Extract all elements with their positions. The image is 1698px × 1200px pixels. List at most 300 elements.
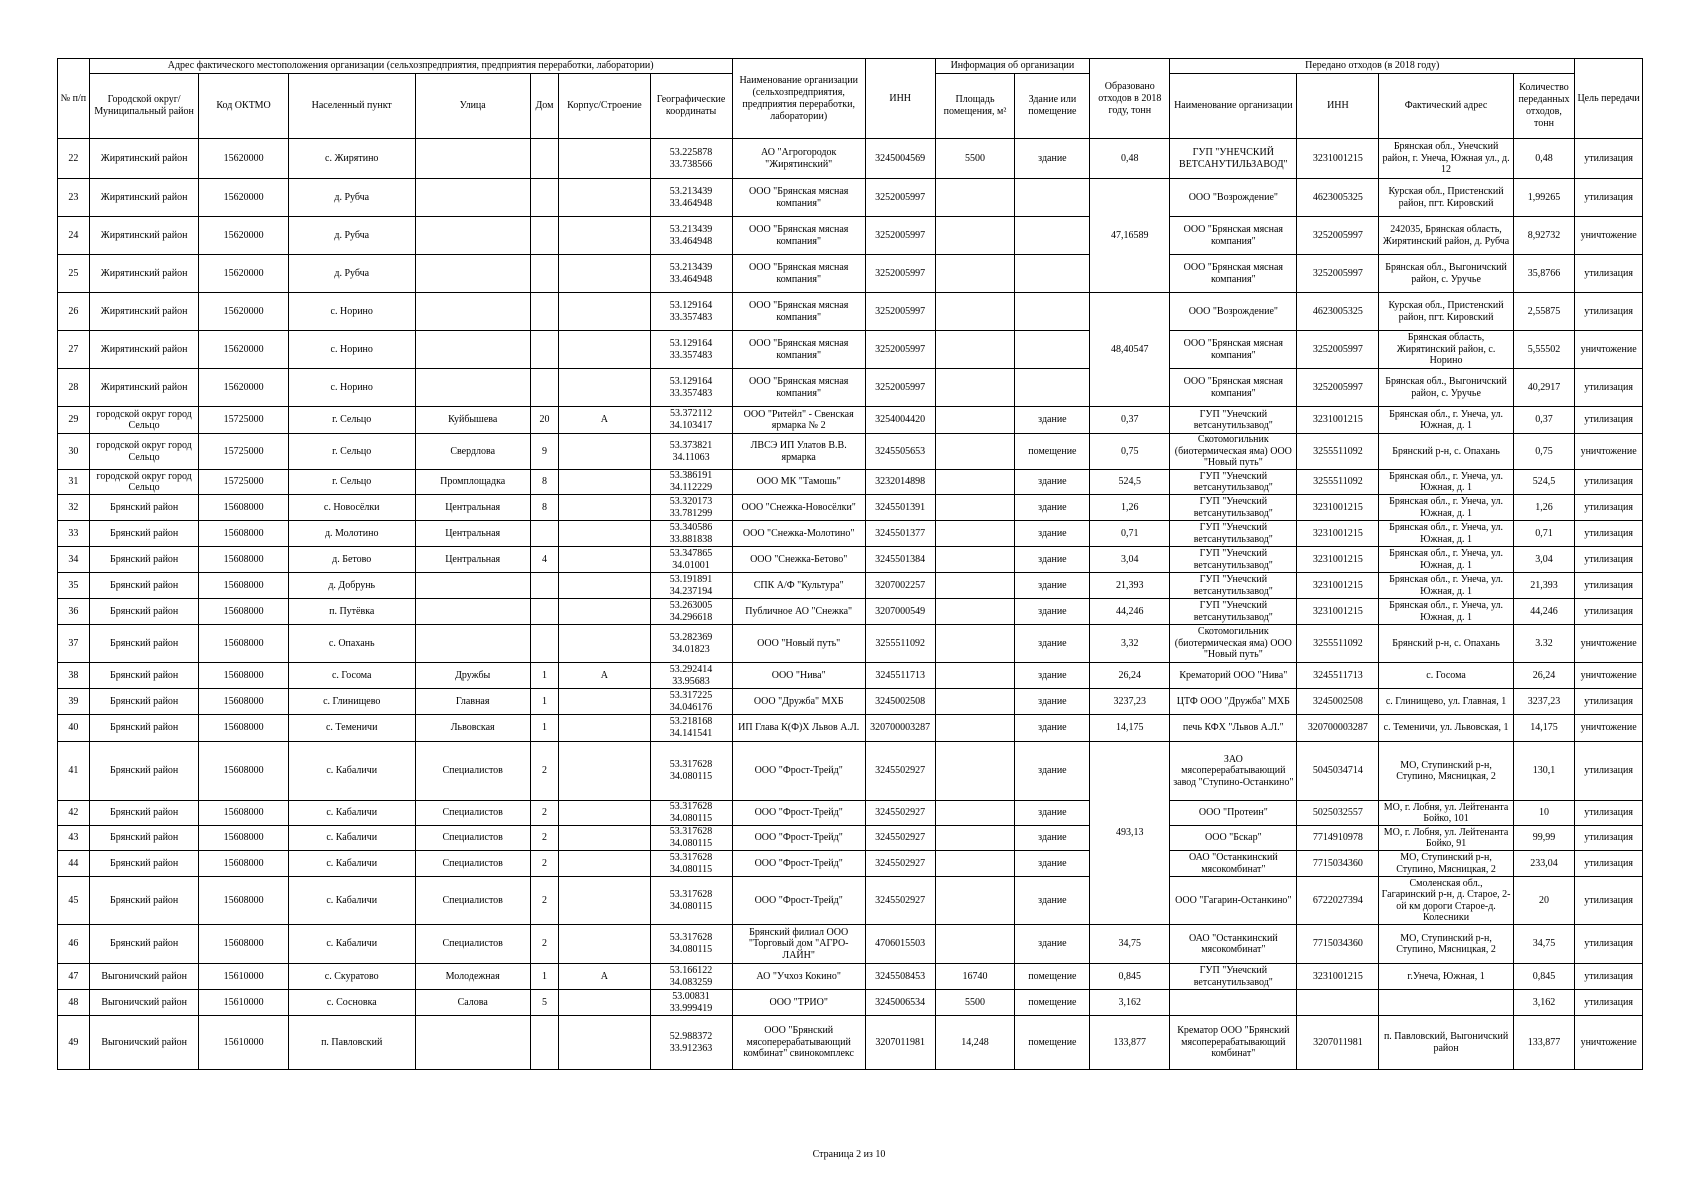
cell-district: Жирятинский район [89,179,199,217]
cell-quantity: 44,246 [1513,599,1575,625]
cell-building [559,573,650,599]
cell-recv-address: МО, Ступинский р-н, Ступино, Мясницкая, 2 [1379,925,1513,964]
cell-locality: с. Жирятино [288,139,415,179]
cell-locality: д. Молотино [288,521,415,547]
cell-recv-inn: 3231001215 [1297,599,1379,625]
cell-recv-inn: 3255511092 [1297,434,1379,470]
cell-quantity: 130,1 [1513,742,1575,801]
cell-house [530,255,559,293]
cell-org-name: ООО "Снежка-Новосёлки" [732,495,865,521]
cell-purpose: уничтожение [1575,715,1643,742]
cell-building-type: здание [1015,573,1090,599]
header-group-transfer: Передано отходов (в 2018 году) [1170,59,1575,74]
cell-oktmo: 15608000 [199,521,288,547]
cell-oktmo: 15608000 [199,663,288,689]
cell-inn: 4706015503 [865,925,935,964]
cell-oktmo: 15620000 [199,179,288,217]
cell-coords: 53.340586 33.881838 [650,521,732,547]
cell-recv-inn: 3252005997 [1297,255,1379,293]
cell-house [530,625,559,663]
cell-inn: 3245502927 [865,801,935,826]
cell-org-name: ООО "Фрост-Трейд" [732,826,865,851]
cell-purpose: уничтожение [1575,625,1643,663]
cell-coords: 53.317628 34.080115 [650,742,732,801]
cell-coords: 53.213439 33.464948 [650,217,732,255]
cell-street: Центральная [415,521,530,547]
cell-area: 14,248 [935,1016,1015,1070]
cell-recv-inn: 4623005325 [1297,293,1379,331]
cell-oktmo: 15608000 [199,801,288,826]
cell-building-type: помещение [1015,1016,1090,1070]
cell-district: Брянский район [89,573,199,599]
cell-quantity: 0,48 [1513,139,1575,179]
cell-locality: д. Рубча [288,179,415,217]
cell-street: Специалистов [415,801,530,826]
cell-quantity: 0,71 [1513,521,1575,547]
cell-quantity: 1,99265 [1513,179,1575,217]
cell-building-type: здание [1015,599,1090,625]
cell-num: 28 [58,369,90,407]
cell-purpose: утилизация [1575,139,1643,179]
cell-oktmo: 15608000 [199,715,288,742]
cell-quantity: 34,75 [1513,925,1575,964]
cell-recv-inn: 5025032557 [1297,801,1379,826]
cell-recv-inn: 3231001215 [1297,521,1379,547]
cell-purpose: утилизация [1575,573,1643,599]
cell-street [415,293,530,331]
cell-formed: 44,246 [1090,599,1170,625]
cell-street [415,369,530,407]
cell-num: 47 [58,964,90,990]
cell-coords: 53.386191 34.112229 [650,470,732,495]
cell-quantity: 3237,23 [1513,689,1575,715]
cell-district: городской округ город Сельцо [89,470,199,495]
cell-num: 44 [58,851,90,877]
cell-street [415,179,530,217]
cell-quantity: 3.32 [1513,625,1575,663]
cell-num: 39 [58,689,90,715]
cell-building [559,470,650,495]
cell-recv-name: ООО "Брянская мясная компания" [1170,255,1297,293]
cell-org-name: ООО "ТРИО" [732,990,865,1016]
cell-org-name: Брянский филиал ООО "Торговый дом "АГРО-ЛАЙН" [732,925,865,964]
cell-street: Специалистов [415,826,530,851]
cell-num: 27 [58,331,90,369]
cell-inn: 3207000549 [865,599,935,625]
cell-quantity: 0,75 [1513,434,1575,470]
cell-inn: 3252005997 [865,293,935,331]
cell-recv-address: Брянская обл., г. Унеча, ул. Южная, д. 1 [1379,573,1513,599]
cell-area [935,599,1015,625]
table-row [58,331,1643,369]
cell-recv-address: Брянская обл., Унечский район, г. Унеча, Южная ул., д. 12 [1379,139,1513,179]
cell-locality: с. Глинищево [288,689,415,715]
table-row [58,179,1643,217]
cell-oktmo: 15725000 [199,407,288,434]
cell-locality: с. Норино [288,331,415,369]
cell-locality: с. Новосёлки [288,495,415,521]
cell-formed: 524,5 [1090,470,1170,495]
cell-org-name: Публичное АО "Снежка" [732,599,865,625]
table-row [58,1016,1643,1070]
cell-locality: с. Опахань [288,625,415,663]
cell-area: 16740 [935,964,1015,990]
table-row [58,521,1643,547]
cell-house: 1 [530,689,559,715]
cell-org-name: ООО "Фрост-Трейд" [732,851,865,877]
cell-formed: 133,877 [1090,1016,1170,1070]
cell-building [559,495,650,521]
cell-locality: г. Сельцо [288,470,415,495]
cell-locality: с. Скуратово [288,964,415,990]
cell-purpose: утилизация [1575,255,1643,293]
cell-num: 33 [58,521,90,547]
cell-district: Брянский район [89,547,199,573]
cell-building [559,293,650,331]
cell-org-name: АО "Учхоз Кокино" [732,964,865,990]
cell-org-name: ООО "Брянская мясная компания" [732,369,865,407]
cell-formed-merged: 47,16589 [1090,179,1170,293]
cell-locality: с. Норино [288,293,415,331]
table-row [58,851,1643,877]
cell-purpose: утилизация [1575,742,1643,801]
cell-district: Жирятинский район [89,217,199,255]
cell-house: 1 [530,715,559,742]
cell-building-type: здание [1015,521,1090,547]
cell-building-type: здание [1015,547,1090,573]
cell-num: 32 [58,495,90,521]
cell-inn: 3207011981 [865,1016,935,1070]
page-number: Страница 2 из 10 [812,1149,886,1160]
cell-building [559,179,650,217]
cell-district: Брянский район [89,826,199,851]
cell-locality: с. Кабаличи [288,925,415,964]
cell-locality: п. Путёвка [288,599,415,625]
waste-transfer-table [57,58,1643,1070]
table-row [58,369,1643,407]
cell-quantity: 10 [1513,801,1575,826]
cell-recv-inn: 3231001215 [1297,139,1379,179]
cell-house: 2 [530,877,559,925]
cell-purpose: утилизация [1575,407,1643,434]
header-coords: Географические координаты [650,74,732,139]
cell-recv-name: печь КФХ "Львов А.Л." [1170,715,1297,742]
cell-district: Брянский район [89,663,199,689]
cell-building [559,990,650,1016]
cell-recv-name: ГУП "Унечский ветсанутильзавод" [1170,470,1297,495]
cell-inn: 3245502927 [865,851,935,877]
cell-building [559,742,650,801]
cell-building-type: здание [1015,801,1090,826]
cell-area [935,625,1015,663]
cell-district: Брянский район [89,625,199,663]
cell-building-type: здание [1015,495,1090,521]
header-inn: ИНН [865,59,935,139]
cell-num: 49 [58,1016,90,1070]
cell-inn: 3245505653 [865,434,935,470]
cell-street: Куйбышева [415,407,530,434]
cell-purpose: утилизация [1575,495,1643,521]
cell-formed: 3,162 [1090,990,1170,1016]
cell-building-type: помещение [1015,990,1090,1016]
header-building-type: Здание или помещение [1015,74,1090,139]
cell-street: Центральная [415,495,530,521]
table-row [58,293,1643,331]
cell-inn: 3245006534 [865,990,935,1016]
cell-formed: 0,75 [1090,434,1170,470]
table-row [58,925,1643,964]
cell-district: Брянский район [89,715,199,742]
cell-building-type: здание [1015,877,1090,925]
cell-quantity: 524,5 [1513,470,1575,495]
cell-street: Центральная [415,547,530,573]
cell-street: Специалистов [415,742,530,801]
cell-inn: 3245502927 [865,826,935,851]
cell-formed: 0,845 [1090,964,1170,990]
cell-street [415,255,530,293]
table-row [58,715,1643,742]
cell-recv-address: Брянская обл., г. Унеча, ул. Южная, д. 1 [1379,470,1513,495]
cell-building-type [1015,369,1090,407]
cell-inn: 3245511713 [865,663,935,689]
table-row [58,625,1643,663]
cell-house: 9 [530,434,559,470]
cell-area: 5500 [935,990,1015,1016]
cell-area [935,369,1015,407]
table-row [58,573,1643,599]
cell-purpose: утилизация [1575,826,1643,851]
header-district: Городской округ/Муниципальный район [89,74,199,139]
cell-district: Брянский район [89,851,199,877]
cell-coords: 53.320173 33.781299 [650,495,732,521]
cell-formed: 3237,23 [1090,689,1170,715]
cell-inn: 3245004569 [865,139,935,179]
table-row [58,826,1643,851]
cell-house [530,179,559,217]
cell-oktmo: 15608000 [199,851,288,877]
table-row [58,877,1643,925]
cell-recv-inn: 3245002508 [1297,689,1379,715]
cell-formed: 26,24 [1090,663,1170,689]
cell-area [935,715,1015,742]
cell-recv-name: ЗАО мясоперерабатывающий завод "Ступино-Останкино" [1170,742,1297,801]
cell-area: 5500 [935,139,1015,179]
cell-recv-address: Брянский р-н, с. Опахань [1379,625,1513,663]
cell-inn: 3252005997 [865,217,935,255]
cell-inn: 3245502927 [865,742,935,801]
cell-house: 2 [530,925,559,964]
cell-recv-name: ГУП "УНЕЧСКИЙ ВЕТСАНУТИЛЬЗАВОД" [1170,139,1297,179]
cell-num: 42 [58,801,90,826]
cell-num: 43 [58,826,90,851]
cell-district: Жирятинский район [89,331,199,369]
header-group-address: Адрес фактического местоположения организации (сельхозпредприятия, предприятия переработки, лаборатории) [89,59,732,74]
cell-inn: 3245501391 [865,495,935,521]
table-row [58,470,1643,495]
cell-building [559,599,650,625]
cell-oktmo: 15610000 [199,990,288,1016]
cell-quantity: 5,55502 [1513,331,1575,369]
cell-purpose: утилизация [1575,689,1643,715]
cell-org-name: ООО МК "Тамошь" [732,470,865,495]
cell-num: 23 [58,179,90,217]
header-building: Корпус/Строение [559,74,650,139]
table-row [58,434,1643,470]
cell-building-type: здание [1015,689,1090,715]
cell-inn: 3245501384 [865,547,935,573]
cell-locality: д. Рубча [288,217,415,255]
cell-quantity: 99,99 [1513,826,1575,851]
cell-area [935,179,1015,217]
cell-recv-inn: 3231001215 [1297,573,1379,599]
cell-recv-address: с. Теменичи, ул. Львовская, 1 [1379,715,1513,742]
cell-building [559,369,650,407]
cell-recv-name: ООО "Бскар" [1170,826,1297,851]
cell-coords: 53.317628 34.080115 [650,826,732,851]
cell-coords: 53.317225 34.046176 [650,689,732,715]
cell-recv-name: ГУП "Унечский ветсанутильзавод" [1170,547,1297,573]
cell-recv-name: Крематор ООО "Брянский мясоперерабатывающий комбинат" [1170,1016,1297,1070]
cell-oktmo: 15608000 [199,495,288,521]
cell-building [559,851,650,877]
cell-recv-address: Брянская обл., г. Унеча, ул. Южная, д. 1 [1379,547,1513,573]
table-row [58,689,1643,715]
cell-inn: 3245501377 [865,521,935,547]
cell-org-name: ООО "Брянская мясная компания" [732,293,865,331]
cell-recv-inn: 3231001215 [1297,964,1379,990]
cell-inn: 3207002257 [865,573,935,599]
cell-recv-address: Смоленская обл., Гагаринский р-н, д. Старое, 2-ой км дороги Старое-д. Колесники [1379,877,1513,925]
cell-street: Свердлова [415,434,530,470]
cell-num: 29 [58,407,90,434]
cell-purpose: утилизация [1575,801,1643,826]
cell-recv-inn: 3252005997 [1297,217,1379,255]
cell-recv-inn: 320700003287 [1297,715,1379,742]
cell-house [530,599,559,625]
cell-oktmo: 15608000 [199,625,288,663]
cell-formed: 21,393 [1090,573,1170,599]
table-row [58,801,1643,826]
cell-building: А [559,663,650,689]
cell-recv-address: с. Госома [1379,663,1513,689]
cell-building [559,925,650,964]
cell-coords: 53.347865 34.01001 [650,547,732,573]
cell-purpose: утилизация [1575,521,1643,547]
cell-coords: 53.166122 34.083259 [650,964,732,990]
cell-org-name: ООО "Брянский мясоперерабатывающий комбинат" свинокомплекс [732,1016,865,1070]
cell-coords: 53.129164 33.357483 [650,293,732,331]
cell-building [559,689,650,715]
cell-num: 30 [58,434,90,470]
table-row [58,964,1643,990]
cell-purpose: уничтожение [1575,217,1643,255]
cell-formed-merged: 48,40547 [1090,293,1170,407]
cell-recv-address: Брянский р-н, с. Опахань [1379,434,1513,470]
cell-street [415,331,530,369]
cell-num: 46 [58,925,90,964]
cell-recv-inn: 3252005997 [1297,369,1379,407]
cell-locality: с. Кабаличи [288,742,415,801]
header-recv-address: Фактический адрес [1379,74,1513,139]
cell-oktmo: 15725000 [199,470,288,495]
cell-org-name: ООО "Брянская мясная компания" [732,217,865,255]
cell-building [559,715,650,742]
header-oktmo: Код ОКТМО [199,74,288,139]
table-row [58,495,1643,521]
cell-recv-address: с. Глинищево, ул. Главная, 1 [1379,689,1513,715]
cell-street [415,625,530,663]
cell-quantity: 40,2917 [1513,369,1575,407]
header-area: Площадь помещения, м² [935,74,1015,139]
cell-quantity: 1,26 [1513,495,1575,521]
cell-formed: 3,32 [1090,625,1170,663]
cell-org-name: ООО "Нива" [732,663,865,689]
cell-building-type: здание [1015,663,1090,689]
cell-formed: 1,26 [1090,495,1170,521]
cell-quantity: 26,24 [1513,663,1575,689]
cell-building-type: помещение [1015,434,1090,470]
cell-num: 37 [58,625,90,663]
cell-locality: с. Кабаличи [288,877,415,925]
cell-recv-address: МО, г. Лобня, ул. Лейтенанта Бойко, 91 [1379,826,1513,851]
cell-recv-name: ООО "Протеин" [1170,801,1297,826]
cell-quantity: 233,04 [1513,851,1575,877]
cell-recv-address: г.Унеча, Южная, 1 [1379,964,1513,990]
cell-recv-name [1170,990,1297,1016]
cell-area [935,689,1015,715]
cell-recv-name: ООО "Гагарин-Останкино" [1170,877,1297,925]
cell-building [559,625,650,663]
cell-recv-inn: 3207011981 [1297,1016,1379,1070]
cell-recv-address: Брянская обл., г. Унеча, ул. Южная, д. 1 [1379,407,1513,434]
cell-num: 24 [58,217,90,255]
cell-area [935,573,1015,599]
cell-num: 31 [58,470,90,495]
cell-recv-name: ОАО "Останкинский мясокомбинат" [1170,851,1297,877]
cell-area [935,742,1015,801]
cell-coords: 53.00831 33.999419 [650,990,732,1016]
cell-locality: г. Сельцо [288,434,415,470]
cell-recv-inn: 4623005325 [1297,179,1379,217]
cell-district: Брянский район [89,801,199,826]
table-header [58,59,1643,139]
cell-locality: с. Кабаличи [288,851,415,877]
cell-purpose: утилизация [1575,964,1643,990]
cell-district: Выгоничский район [89,1016,199,1070]
header-num: № п/п [58,59,90,139]
cell-recv-address: Брянская обл., г. Унеча, ул. Южная, д. 1 [1379,521,1513,547]
cell-building-type: здание [1015,625,1090,663]
cell-quantity: 8,92732 [1513,217,1575,255]
table-row [58,139,1643,179]
cell-house: 1 [530,964,559,990]
cell-area [935,925,1015,964]
cell-street [415,217,530,255]
cell-building [559,217,650,255]
cell-oktmo: 15608000 [199,689,288,715]
cell-purpose: утилизация [1575,547,1643,573]
cell-building-type [1015,255,1090,293]
cell-recv-address: Курская обл., Пристенский район, пгт. Кировский [1379,293,1513,331]
cell-street [415,1016,530,1070]
cell-house [530,521,559,547]
cell-coords: 53.225878 33.738566 [650,139,732,179]
cell-district: городской округ город Сельцо [89,407,199,434]
cell-oktmo: 15608000 [199,742,288,801]
table-row [58,990,1643,1016]
cell-street: Специалистов [415,851,530,877]
cell-area [935,521,1015,547]
